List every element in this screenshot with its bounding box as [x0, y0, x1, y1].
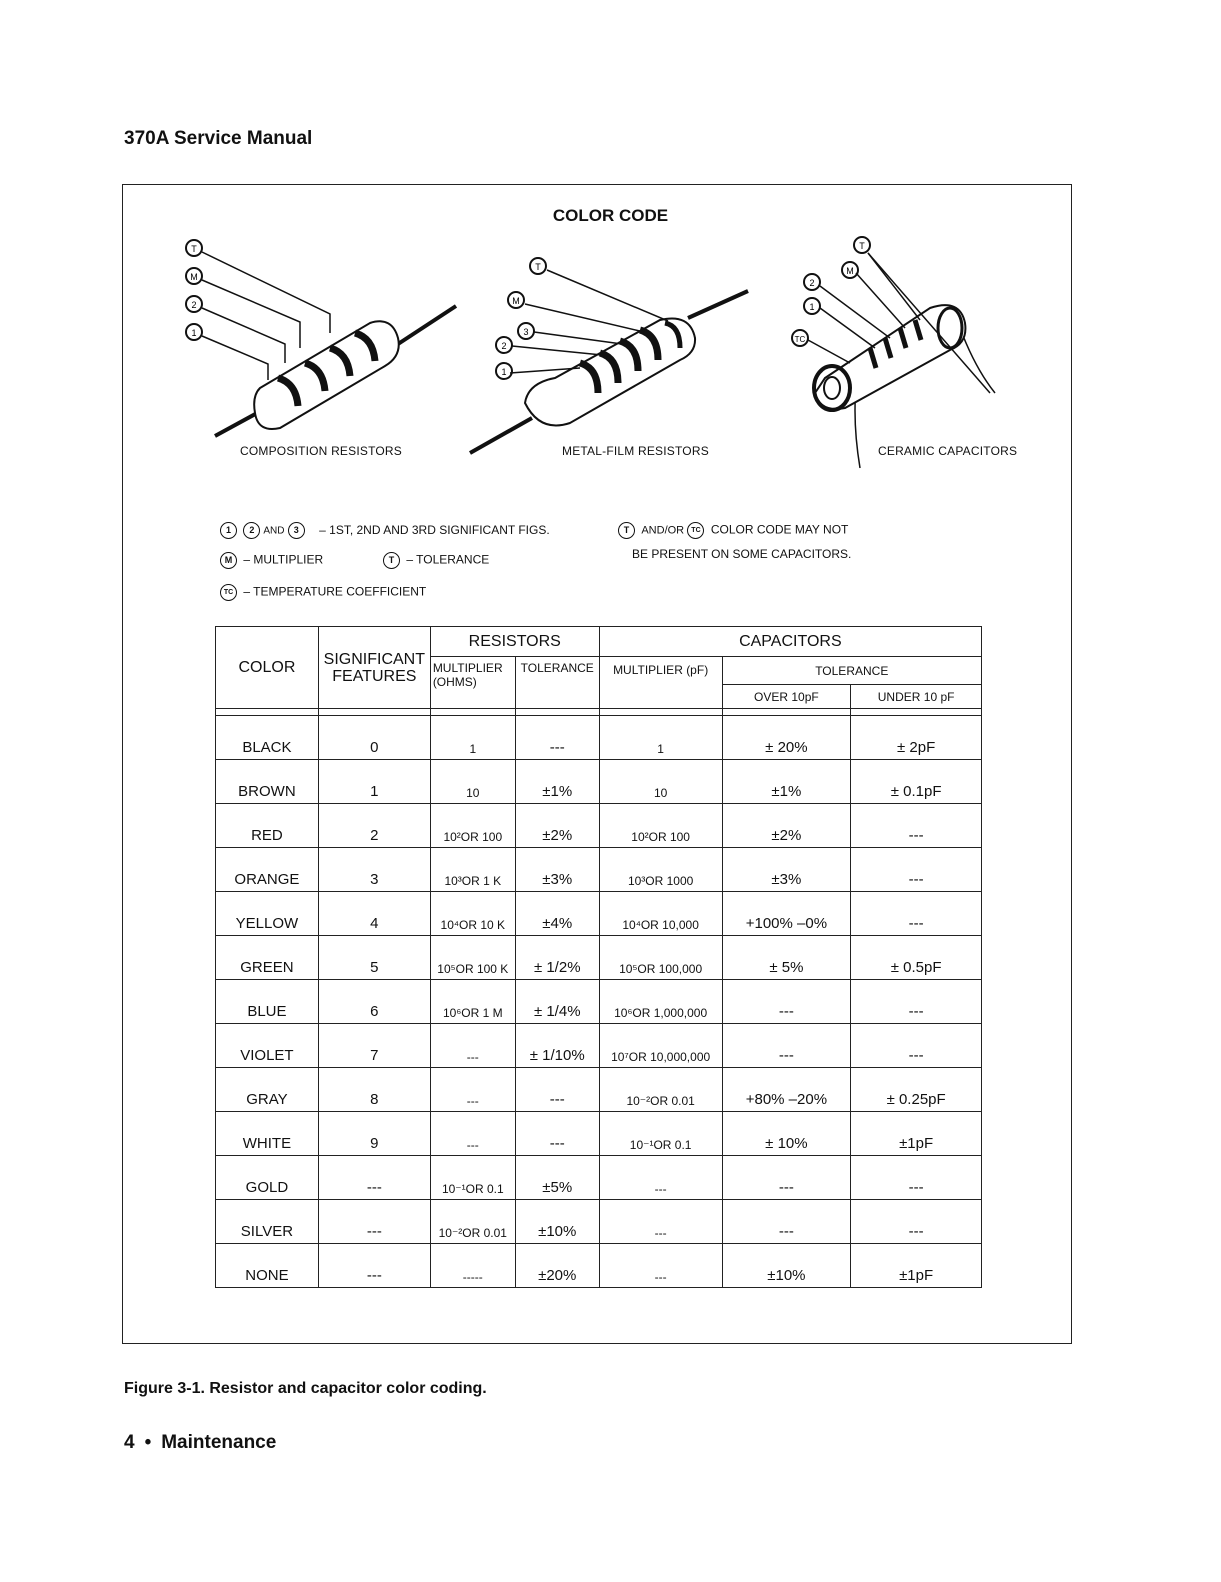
svg-text:1: 1 — [501, 367, 507, 377]
cell-capacitor-multiplier: --- — [599, 1200, 722, 1244]
color-code-table — [215, 626, 982, 1288]
legend-multiplier-text: – MULTIPLIER — [243, 552, 324, 567]
cell-tolerance-under: --- — [851, 1156, 982, 1200]
cell-resistor-multiplier: 10 — [430, 760, 515, 804]
cell-color: YELLOW — [216, 892, 319, 936]
circle-tc-icon: TC — [220, 584, 237, 601]
cell-significant: 7 — [318, 1024, 430, 1068]
legend-multiplier — [220, 552, 323, 569]
cell-capacitor-multiplier: --- — [599, 1244, 722, 1288]
cell-capacitor-multiplier: 10⁷OR 10,000,000 — [599, 1024, 722, 1068]
composition-resistor-drawing — [186, 240, 456, 436]
cell-resistor-tolerance: ±2% — [515, 804, 599, 848]
cell-resistor-tolerance: ± 1/4% — [515, 980, 599, 1024]
circle-1-icon: 1 — [220, 522, 237, 539]
cell-tolerance-under: ± 2pF — [851, 716, 982, 760]
cell-color: ORANGE — [216, 848, 319, 892]
table-row — [216, 1200, 982, 1244]
cell-tolerance-over: ±3% — [722, 848, 851, 892]
cell-resistor-tolerance: ±4% — [515, 892, 599, 936]
cell-resistor-tolerance: ± 1/2% — [515, 936, 599, 980]
table-body — [216, 709, 982, 1288]
cell-tolerance-over: ±10% — [722, 1244, 851, 1288]
cell-color: NONE — [216, 1244, 319, 1288]
cell-tolerance-over: +80% –20% — [722, 1068, 851, 1112]
cell-resistor-tolerance: ±3% — [515, 848, 599, 892]
cell-resistor-tolerance: ± 1/10% — [515, 1024, 599, 1068]
cell-tolerance-over: --- — [722, 1200, 851, 1244]
cell-tolerance-under: --- — [851, 892, 982, 936]
cell-resistor-tolerance: ±10% — [515, 1200, 599, 1244]
header-under-10pf: UNDER 10 pF — [851, 685, 982, 709]
svg-text:T: T — [859, 241, 865, 251]
header-significant-features: SIGNIFICANT FEATURES — [318, 627, 430, 709]
cell-capacitor-multiplier: 10³OR 1000 — [599, 848, 722, 892]
legend-temperature-coefficient — [220, 584, 426, 601]
component-illustrations — [160, 228, 1060, 473]
cell-color: GREEN — [216, 936, 319, 980]
cell-significant: --- — [318, 1200, 430, 1244]
cell-tolerance-over: ± 5% — [722, 936, 851, 980]
svg-text:1: 1 — [809, 302, 815, 312]
cell-resistor-multiplier: --- — [430, 1024, 515, 1068]
table-row — [216, 1068, 982, 1112]
cell-resistor-multiplier: 10²OR 100 — [430, 804, 515, 848]
circle-m-icon: M — [220, 552, 237, 569]
cell-significant: --- — [318, 1156, 430, 1200]
cell-resistor-multiplier: ----- — [430, 1244, 515, 1288]
cell-tolerance-under: ± 0.5pF — [851, 936, 982, 980]
svg-text:2: 2 — [809, 278, 815, 288]
table-row — [216, 1112, 982, 1156]
svg-text:TC: TC — [794, 335, 806, 344]
circle-2-icon: 2 — [243, 522, 260, 539]
svg-text:M: M — [846, 266, 854, 276]
svg-text:M: M — [512, 296, 520, 306]
cell-capacitor-multiplier: 10⁻²OR 0.01 — [599, 1068, 722, 1112]
note-circle-t-icon: T — [618, 522, 635, 539]
label-composition-resistors: COMPOSITION RESISTORS — [240, 444, 402, 458]
cell-resistor-multiplier: 10⁵OR 100 K — [430, 936, 515, 980]
header-color: COLOR — [216, 627, 319, 709]
header-resistor-multiplier: MULTIPLIER (OHMS) — [430, 657, 515, 709]
table-row — [216, 936, 982, 980]
cell-tolerance-over: +100% –0% — [722, 892, 851, 936]
cell-resistor-multiplier: 1 — [430, 716, 515, 760]
cell-capacitor-multiplier: 10²OR 100 — [599, 804, 722, 848]
table-row — [216, 892, 982, 936]
header-resistor-tolerance: TOLERANCE — [515, 657, 599, 709]
svg-text:3: 3 — [523, 327, 529, 337]
cell-capacitor-multiplier: --- — [599, 1156, 722, 1200]
label-ceramic-capacitors: CERAMIC CAPACITORS — [878, 444, 1018, 458]
table-row — [216, 1024, 982, 1068]
cell-tolerance-under: --- — [851, 804, 982, 848]
cell-tolerance-under: --- — [851, 848, 982, 892]
header-capacitor-tolerance: TOLERANCE — [722, 657, 981, 685]
cell-significant: 4 — [318, 892, 430, 936]
cell-color: VIOLET — [216, 1024, 319, 1068]
circle-t-icon: T — [383, 552, 400, 569]
legend-significant-figures — [220, 522, 550, 539]
cell-color: SILVER — [216, 1200, 319, 1244]
cell-significant: 1 — [318, 760, 430, 804]
svg-text:T: T — [535, 262, 541, 272]
cell-resistor-multiplier: 10⁻²OR 0.01 — [430, 1200, 515, 1244]
header-resistors: RESISTORS — [430, 627, 599, 657]
cell-tolerance-over: --- — [722, 1156, 851, 1200]
cell-color: GOLD — [216, 1156, 319, 1200]
cell-color: WHITE — [216, 1112, 319, 1156]
marker-m-icon: M — [190, 272, 198, 282]
legend-capacitor-note — [618, 522, 848, 539]
table-row — [216, 1156, 982, 1200]
header-over-10pf: OVER 10pF — [722, 685, 851, 709]
marker-2-icon: 2 — [191, 300, 197, 310]
table-row — [216, 848, 982, 892]
table-row — [216, 804, 982, 848]
legend-andor: AND/OR — [641, 524, 685, 537]
cell-resistor-multiplier: --- — [430, 1112, 515, 1156]
cell-color: BROWN — [216, 760, 319, 804]
legend-sig-figs-text: – 1ST, 2ND AND 3RD SIGNIFICANT FIGS. — [319, 522, 550, 537]
figure-caption: Figure 3-1. Resistor and capacitor color coding. — [124, 1380, 487, 1397]
cell-tolerance-under: ± 0.25pF — [851, 1068, 982, 1112]
legend-and: AND — [263, 525, 285, 537]
cell-resistor-multiplier: 10⁻¹OR 0.1 — [430, 1156, 515, 1200]
cell-significant: 8 — [318, 1068, 430, 1112]
cell-color: RED — [216, 804, 319, 848]
cell-resistor-multiplier: 10³OR 1 K — [430, 848, 515, 892]
note-circle-tc-icon: TC — [687, 522, 704, 539]
cell-resistor-multiplier: 10⁶OR 1 M — [430, 980, 515, 1024]
cell-resistor-tolerance: ±5% — [515, 1156, 599, 1200]
cell-resistor-multiplier: --- — [430, 1068, 515, 1112]
cell-tolerance-under: --- — [851, 1200, 982, 1244]
cell-tolerance-over: ±1% — [722, 760, 851, 804]
table-row — [216, 716, 982, 760]
cell-resistor-tolerance: --- — [515, 1112, 599, 1156]
cell-significant: 5 — [318, 936, 430, 980]
header-capacitors: CAPACITORS — [599, 627, 981, 657]
page-number: 4 — [124, 1432, 135, 1453]
cell-tolerance-over: ± 20% — [722, 716, 851, 760]
circle-3-icon: 3 — [288, 522, 305, 539]
legend-temp-coeff-text: – TEMPERATURE COEFFICIENT — [243, 584, 427, 599]
figure-title: COLOR CODE — [552, 206, 669, 225]
page-header-title: 370A Service Manual — [124, 128, 313, 149]
cell-color: BLACK — [216, 716, 319, 760]
marker-t-icon: T — [191, 244, 197, 254]
table-row — [216, 760, 982, 804]
header-capacitor-multiplier: MULTIPLIER (pF) — [599, 657, 722, 709]
table-row — [216, 980, 982, 1024]
cell-tolerance-over: --- — [722, 980, 851, 1024]
svg-text:2: 2 — [501, 341, 507, 351]
cell-capacitor-multiplier: 10⁻¹OR 0.1 — [599, 1112, 722, 1156]
cell-tolerance-over: ± 10% — [722, 1112, 851, 1156]
cell-tolerance-under: --- — [851, 1024, 982, 1068]
cell-tolerance-under: --- — [851, 980, 982, 1024]
legend-tolerance — [383, 552, 489, 569]
label-metal-film-resistors: METAL-FILM RESISTORS — [562, 444, 709, 458]
cell-capacitor-multiplier: 10 — [599, 760, 722, 804]
cell-color: GRAY — [216, 1068, 319, 1112]
cell-color: BLUE — [216, 980, 319, 1024]
cell-resistor-tolerance: ±1% — [515, 760, 599, 804]
cell-significant: 2 — [318, 804, 430, 848]
cell-tolerance-under: ±1pF — [851, 1244, 982, 1288]
ceramic-capacitor-drawing — [792, 237, 995, 468]
legend-tolerance-text: – TOLERANCE — [406, 552, 490, 567]
cell-resistor-multiplier: 10⁴OR 10 K — [430, 892, 515, 936]
metal-film-resistor-drawing — [470, 258, 748, 453]
cell-resistor-tolerance: --- — [515, 716, 599, 760]
cell-resistor-tolerance: --- — [515, 1068, 599, 1112]
cell-capacitor-multiplier: 10⁶OR 1,000,000 — [599, 980, 722, 1024]
legend-may-not-text: COLOR CODE MAY NOT — [710, 522, 849, 537]
cell-tolerance-under: ± 0.1pF — [851, 760, 982, 804]
table-row — [216, 1244, 982, 1288]
cell-significant: --- — [318, 1244, 430, 1288]
marker-1-icon: 1 — [191, 328, 197, 338]
cell-significant: 9 — [318, 1112, 430, 1156]
cell-significant: 0 — [318, 716, 430, 760]
page-footer — [124, 1432, 276, 1454]
cell-tolerance-over: --- — [722, 1024, 851, 1068]
cell-significant: 6 — [318, 980, 430, 1024]
cell-tolerance-under: ±1pF — [851, 1112, 982, 1156]
cell-capacitor-multiplier: 10⁵OR 100,000 — [599, 936, 722, 980]
cell-significant: 3 — [318, 848, 430, 892]
section-name: Maintenance — [161, 1432, 277, 1453]
footer-bullet: • — [144, 1432, 152, 1453]
cell-capacitor-multiplier: 10⁴OR 10,000 — [599, 892, 722, 936]
cell-tolerance-over: ±2% — [722, 804, 851, 848]
cell-resistor-tolerance: ±20% — [515, 1244, 599, 1288]
cell-capacitor-multiplier: 1 — [599, 716, 722, 760]
legend-may-not-line2: BE PRESENT ON SOME CAPACITORS. — [632, 547, 852, 561]
